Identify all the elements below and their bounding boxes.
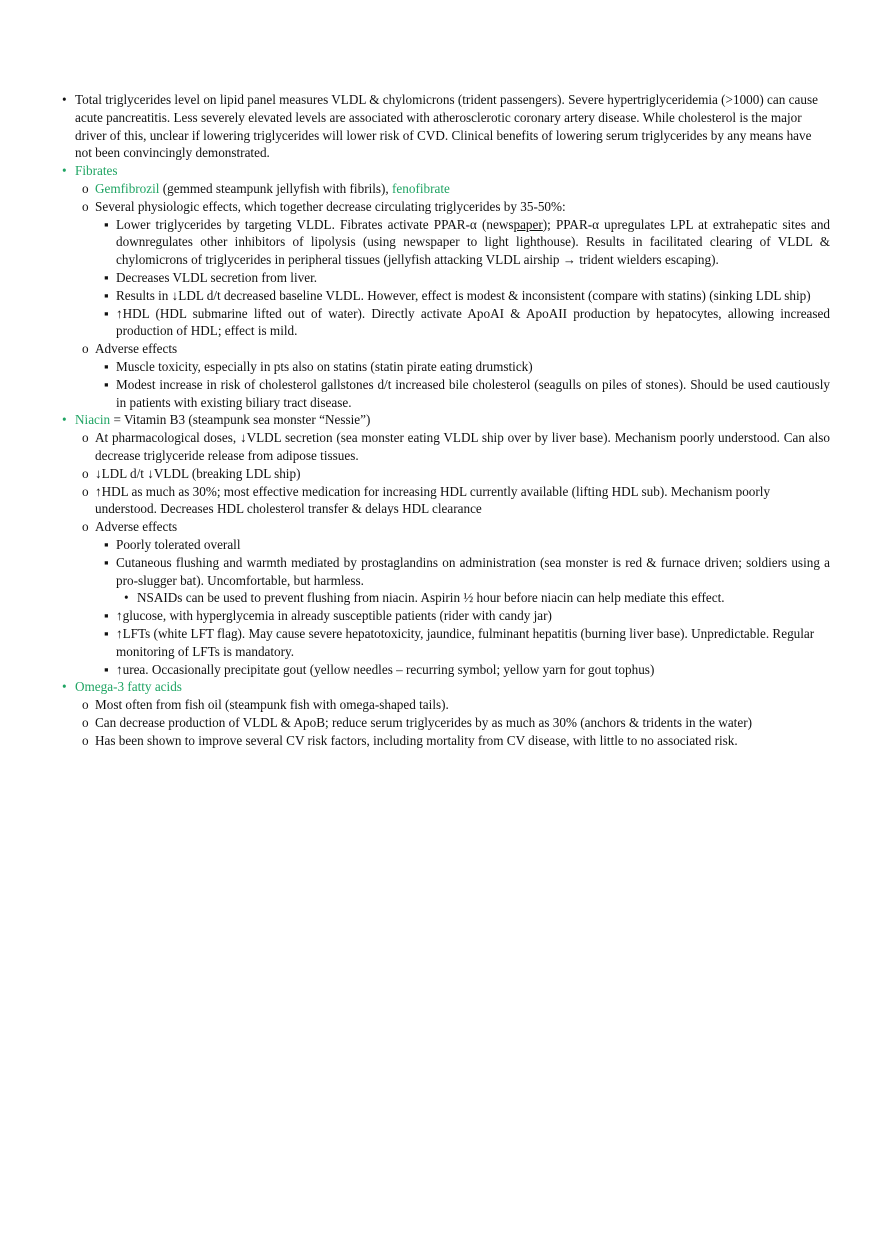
- list-item-niacin: [62, 483, 830, 519]
- effects-intro-text: Several physiologic effects, which together decrease circulating triglycerides by 35-50%:: [95, 198, 566, 214]
- bullet: ▪: [104, 661, 109, 677]
- bullet: •: [62, 412, 67, 428]
- list-item-niacin-adverse: [62, 661, 830, 679]
- bullet: o: [82, 483, 89, 499]
- fibrates-heading: Fibrates: [75, 163, 118, 179]
- list-item-niacin-adverse: [62, 536, 830, 554]
- fibrate-adverse-heading: Adverse effects: [95, 341, 178, 357]
- omega3-item-text: Most often from fish oil (steampunk fish with omega-shaped tails).: [95, 697, 449, 713]
- bullet: ▪: [104, 305, 109, 321]
- niacin-adverse-text: Poorly tolerated overall: [116, 536, 241, 552]
- hdl-text: ↑HDL (HDL submarine lifted out of water). Directly activate ApoAI & ApoAII production by hepatocytes, allowing increased production of HDL; effect is mild.: [116, 305, 830, 339]
- niacin-item-text: At pharmacological doses, ↓VLDL secretion (sea monster eating VLDL ship over by liver base). Mechanism poorly understood. Can also decrease triglyceride release from adipose tissues.: [95, 430, 830, 463]
- bullet: •: [124, 590, 129, 606]
- bullet: o: [82, 732, 89, 748]
- bullet: o: [82, 180, 89, 196]
- list-item-hdl: [62, 305, 830, 341]
- list-item-niacin-adverse-heading: [62, 518, 830, 536]
- list-item-niacin: [62, 465, 830, 483]
- bullet: ▪: [104, 608, 109, 624]
- fibrate-adverse-text: Muscle toxicity, especially in pts also on statins (statin pirate eating drumstick): [116, 358, 533, 374]
- list-item-niacin-adverse: [62, 607, 830, 625]
- ldl-text: Results in ↓LDL d/t decreased baseline VLDL. However, effect is modest & inconsistent (compare with statins) (sinking LDL ship): [116, 287, 811, 303]
- list-item-omega3: [62, 696, 830, 714]
- drug-desc-gemfibrozil: (gemmed steampunk jellyfish with fibrils),: [159, 180, 393, 196]
- section-heading-fibrates: [62, 162, 830, 180]
- bullet: ▪: [104, 376, 109, 392]
- vldl-secretion-text: Decreases VLDL secretion from liver.: [116, 269, 318, 285]
- lower-tg-text-1: Lower triglycerides by targeting VLDL. Fibrates activate PPAR-α (news: [116, 216, 514, 232]
- bullet: o: [82, 465, 89, 481]
- intro-text: Total triglycerides level on lipid panel measures VLDL & chylomicrons (trident passengers). Severe hypertriglyceridemia (>1000) can cause acute pancreatitis. Less severely elevated levels are associated with atherosclerotic coronary artery disease. While cholesterol is the major driver of this, unclear if lowering triglycerides will lower risk of CVD. Clinical benefits of lowering serum triglycerides by any means have not been convincingly demonstrated.: [75, 92, 818, 161]
- list-item-lower-tg: [62, 216, 830, 269]
- list-item-fibrate-adverse: [62, 358, 830, 376]
- niacin-adverse-text: ↑urea. Occasionally precipitate gout (yellow needles – recurring symbol; yellow yarn for gout tophus): [116, 661, 655, 677]
- list-item-omega3: [62, 714, 830, 732]
- list-item-fibrate-adverse-heading: [62, 340, 830, 358]
- lower-tg-underlined: paper: [513, 216, 543, 232]
- bullet: o: [82, 198, 89, 214]
- niacin-adverse-text: ↑glucose, with hyperglycemia in already susceptible patients (rider with candy jar): [116, 608, 552, 624]
- bullet: o: [82, 341, 89, 357]
- niacin-heading: Niacin: [75, 412, 111, 428]
- list-item-fibrate-drugs: [62, 180, 830, 198]
- section-heading-omega3: [62, 678, 830, 696]
- nsaids-text: NSAIDs can be used to prevent flushing from niacin. Aspirin ½ hour before niacin can help mediate this effect.: [137, 590, 725, 606]
- list-item-fibrate-effects: [62, 198, 830, 216]
- list-item-ldl: [62, 287, 830, 305]
- list-item-vldl-secretion: [62, 269, 830, 287]
- omega3-item-text: Can decrease production of VLDL & ApoB; reduce serum triglycerides by as much as 30% (anchors & tridents in the water): [95, 714, 752, 730]
- list-item-omega3: [62, 732, 830, 750]
- bullet: o: [82, 714, 89, 730]
- list-item-niacin-adverse: [62, 554, 830, 590]
- niacin-item-text: ↑HDL as much as 30%; most effective medication for increasing HDL currently available (lifting HDL sub). Mechanism poorly understood. Decreases HDL cholesterol transfer & delays HDL clearance: [95, 483, 771, 517]
- bullet: o: [82, 697, 89, 713]
- bullet: ▪: [104, 358, 109, 374]
- bullet: ▪: [104, 287, 109, 303]
- list-item-triglycerides-intro: [62, 91, 830, 162]
- bullet: ▪: [104, 554, 109, 570]
- niacin-heading-rest: = Vitamin B3 (steampunk sea monster “Nessie”): [110, 412, 371, 428]
- bullet: ▪: [104, 625, 109, 641]
- list-item-fibrate-adverse: [62, 376, 830, 412]
- bullet: ▪: [104, 269, 109, 285]
- niacin-adverse-text: Cutaneous flushing and warmth mediated by prostaglandins on administration (sea monster is red & furnace driven; soldiers using a pro-slugger bat). Uncomfortable, but harmless.: [116, 554, 830, 588]
- bullet: ▪: [104, 216, 109, 232]
- list-item-nsaids: [62, 589, 830, 607]
- list-item-niacin: [62, 429, 830, 465]
- list-item-niacin-adverse: [62, 625, 830, 661]
- fibrate-adverse-text: Modest increase in risk of cholesterol gallstones d/t increased bile cholesterol (seagulls on piles of stones). Should be used cautiously in patients with existing biliary tract disease.: [116, 376, 830, 410]
- omega3-heading: Omega-3 fatty acids: [75, 679, 182, 695]
- bullet: o: [82, 519, 89, 535]
- lower-tg-text-2: ); PPAR-α upregulates LPL at extrahepatic sites and downregulates other inhibitors of lipolysis (using newspaper to light lighthouse). Results in facilitated clearing of VLDL & chylomicrons of triglycerides in peripheral tissues (jellyfish attacking VLDL airship → trident wielders escaping).: [116, 216, 831, 268]
- drug-name-fenofibrate: fenofibrate: [392, 180, 450, 196]
- niacin-adverse-heading: Adverse effects: [95, 519, 178, 535]
- drug-name-gemfibrozil: Gemfibrozil: [95, 180, 160, 196]
- bullet: •: [62, 679, 67, 695]
- bullet: ▪: [104, 536, 109, 552]
- bullet: o: [82, 430, 89, 446]
- bullet: •: [62, 92, 67, 107]
- omega3-item-text: Has been shown to improve several CV risk factors, including mortality from CV disease, with little to no associated risk.: [95, 732, 738, 748]
- section-heading-niacin: [62, 411, 830, 429]
- bullet: •: [62, 163, 67, 179]
- niacin-item-text: ↓LDL d/t ↓VLDL (breaking LDL ship): [95, 465, 301, 481]
- niacin-adverse-text: ↑LFTs (white LFT flag). May cause severe hepatotoxicity, jaundice, fulminant hepatitis (burning liver base). Unpredictable. Regular monitoring of LFTs is mandatory.: [116, 625, 815, 659]
